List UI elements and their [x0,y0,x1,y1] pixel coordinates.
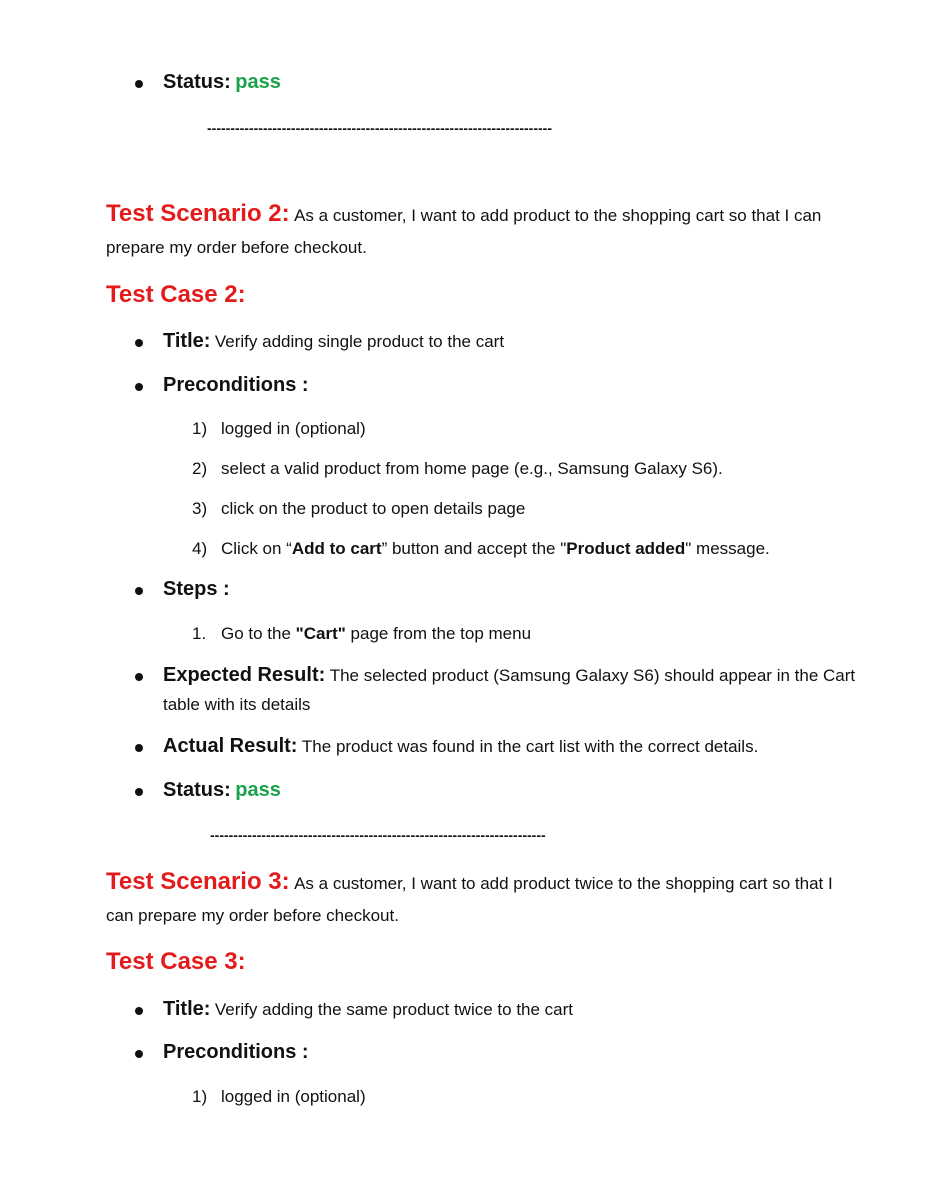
bullet-icon [135,587,143,595]
title-item [163,330,504,353]
precondition-item [221,539,770,559]
separator: -------------------------------------------------------------------------- [207,120,552,136]
list-number: 1) [192,419,208,438]
scenario-2-text-line2: prepare my order before checkout. [106,238,367,257]
bullet-icon [135,80,143,88]
preconditions-label: Preconditions : [163,1041,309,1063]
precondition-bold: Add to cart [291,539,382,558]
expected-text-line2: table with its details [163,695,311,714]
actual-item [163,735,758,758]
scenario-2-text: As a customer, I want to add product to the shopping cart so that I can [294,206,822,225]
status-item [163,779,281,802]
expected-item [163,664,855,687]
step-bold: "Cart" [295,624,346,643]
case-2-heading: Test Case 2: [106,281,246,308]
scenario-3-text-line2: can prepare my order before checkout. [106,906,399,925]
precondition-item: logged in (optional) [221,1087,366,1106]
status-label: Status: [163,71,231,93]
scenario-3-heading: Test Scenario 3: [106,868,290,895]
scenario-2-heading: Test Scenario 2: [106,200,290,227]
scenario-3-text: As a customer, I want to add product twice to the shopping cart so that I [294,874,833,893]
list-number: 1) [192,1087,208,1106]
step-item [221,624,531,644]
list-number: 2) [192,459,208,478]
step-text: Go to the [221,624,296,643]
precondition-bold: Product added [566,539,686,558]
separator: ------------------------------------------------------------------------ [210,827,546,843]
title-label: Title: [163,998,211,1020]
precondition-text: " message. [685,539,770,558]
bullet-icon [135,744,143,752]
bullet-icon [135,383,143,391]
steps-label: Steps : [163,578,230,600]
precondition-text: ” button and accept the " [381,539,567,558]
bullet-icon [135,1007,143,1015]
bullet-icon [135,1050,143,1058]
status-value: pass [235,779,281,801]
bullet-icon [135,673,143,681]
title-text: Verify adding the same product twice to the cart [214,1000,574,1019]
precondition-item: select a valid product from home page (e.g., Samsung Galaxy S6). [221,459,723,478]
expected-text: The selected product (Samsung Galaxy S6) should appear in the Cart [329,666,856,685]
expected-label: Expected Result: [163,664,326,686]
title-item [163,998,573,1021]
step-text: page from the top menu [345,624,532,643]
title-text: Verify adding single product to the cart [214,332,505,351]
list-number: 3) [192,499,208,518]
status-label: Status: [163,779,231,801]
actual-label: Actual Result: [163,735,298,757]
status-value: pass [235,71,281,93]
preconditions-label: Preconditions : [163,374,309,396]
precondition-item: click on the product to open details page [221,499,526,518]
list-number: 4) [192,539,208,558]
bullet-icon [135,339,143,347]
title-label: Title: [163,330,211,352]
case-3-heading: Test Case 3: [106,948,246,975]
scenario-3-line1 [106,868,833,896]
list-number: 1. [192,624,207,643]
bullet-icon [135,788,143,796]
status-item [163,71,281,94]
precondition-text: Click on “ [221,539,292,558]
scenario-2-line1 [106,200,821,228]
actual-text: The product was found in the cart list with the correct details. [301,737,759,756]
precondition-item: logged in (optional) [221,419,366,438]
